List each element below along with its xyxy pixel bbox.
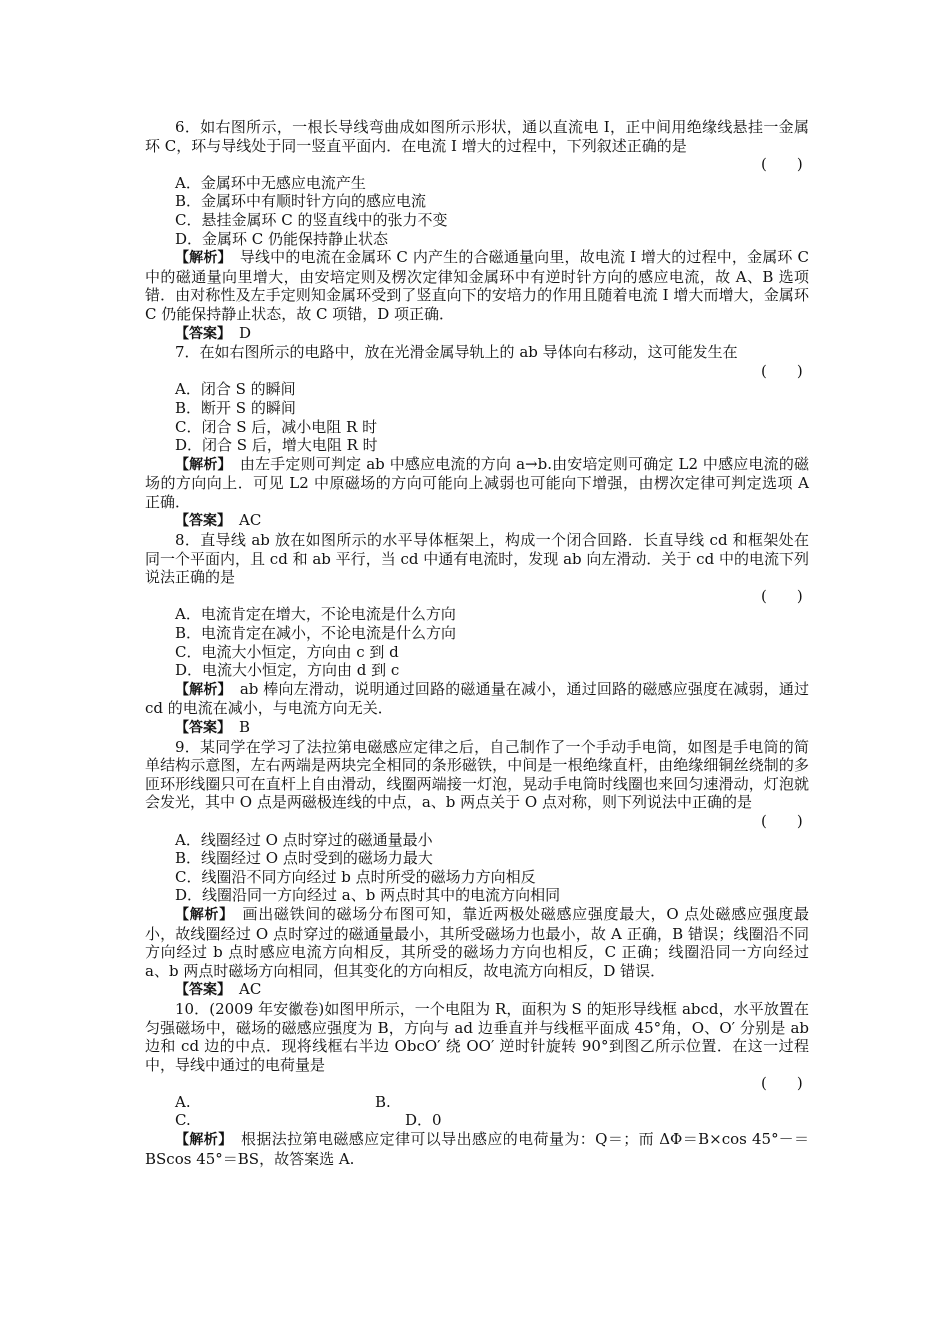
answer: 【答案】 D <box>175 323 252 342</box>
answer-blank: ( ) <box>761 155 803 174</box>
document-page <box>145 118 809 1168</box>
option-b: B．金属环中有顺时针方向的感应电流 <box>175 192 427 211</box>
option-a: A．电流肯定在增大，不论电流是什么方向 <box>175 605 456 624</box>
option-a: A．线圈经过 O 点时穿过的磁通量最小 <box>175 830 433 849</box>
question-6 <box>145 118 809 343</box>
option-c: C．闭合 S 后，减小电阻 R 时 <box>175 417 378 436</box>
question-6-stem: 6．如右图所示，一根长导线弯曲成如图所示形状，通以直流电 I，正中间用绝缘线悬挂一金属环 C，环与导线处于同一竖直平面内．在电流 I 增大的过程中，下列叙述正确的是 <box>145 118 809 155</box>
option-b: B．断开 S 的瞬间 <box>175 398 296 417</box>
question-10-stem: 10．(2009 年安徽卷)如图甲所示，一个电阻为 R，面积为 S 的矩形导线框 abcd，水平放置在匀强磁场中，磁场的磁感应强度为 B，方向与 ad 边垂直并与线框平面成 45°角，O、O′ 分别是 ab 边和 cd 边的中点．现将线框右半边 ObcO′ 绕 OO′ 逆时针旋转 90°到图乙所示位置．在这一过程中，导线中通过的电荷量是 <box>145 999 809 1074</box>
answer-blank: ( ) <box>761 1074 803 1093</box>
question-9 <box>145 738 809 1000</box>
question-8-stem: 8．直导线 ab 放在如图所示的水平导体框架上，构成一个闭合回路．长直导线 cd 和框架处在同一个平面内，且 cd 和 ab 平行，当 cd 中通有电流时，发现 ab 向左滑动．关于 cd 中的电流下列说法正确的是 <box>145 531 809 587</box>
analysis: 【解析】 导线中的电流在金属环 C 内产生的合磁通量向里，故电流 I 增大的过程中，金属环 C 中的磁通量向里增大，由安培定则及楞次定律知金属环中有逆时针方向的感应电流，故 A、B 选项错．由对称性及左手定则知金属环受到了竖直向下的安培力的作用且随着电流 I 增大而增大，金属环 C 仍能保持静止状态，故 C 项错，D 项正确． <box>145 248 809 323</box>
option-a: A. <box>175 1092 191 1111</box>
option-b: B．线圈经过 O 点时受到的磁场力最大 <box>175 849 433 868</box>
option-c: C．电流大小恒定，方向由 c 到 d <box>175 642 399 661</box>
option-d: D．0 <box>405 1111 442 1130</box>
option-c: C. <box>175 1111 191 1130</box>
option-b: B．电流肯定在减小，不论电流是什么方向 <box>175 624 457 643</box>
question-9-stem: 9．某同学在学习了法拉第电磁感应定律之后，自己制作了一个手动手电筒，如图是手电筒的简单结构示意图，左右两端是两块完全相同的条形磁铁，中间是一根绝缘直杆，由绝缘细铜丝绕制的多匝环形线圈只可在直杆上自由滑动，线圈两端接一灯泡，晃动手电筒时线圈也来回匀速滑动，灯泡就会发光，其中 O 点是两磁极连线的中点，a、b 两点关于 O 点对称，则下列说法中正确的是 <box>145 737 809 812</box>
option-d: D．线圈沿同一方向经过 a、b 两点时其中的电流方向相同 <box>175 886 561 905</box>
question-10 <box>145 1000 809 1168</box>
question-7 <box>145 343 809 531</box>
answer: 【答案】 AC <box>175 980 262 999</box>
option-d: D．闭合 S 后，增大电阻 R 时 <box>175 436 378 455</box>
analysis: 【解析】 画出磁铁间的磁场分布图可知，靠近两极处磁感应强度最大，O 点处磁感应强度最小，故线圈经过 O 点时穿过的磁通量最小，其所受磁场力也最小，故 A 正确，B 错误；线圈沿不同方向经过 b 点时感应电流方向相反，其所受的磁场力方向也相反，C 正确；线圈沿同一方向经过 a、b 两点时磁场方向相同，但其变化的方向相反，故电流方向相反，D 错误． <box>145 904 809 980</box>
options-row-2 <box>145 1111 809 1130</box>
option-a: A．闭合 S 的瞬间 <box>175 380 296 399</box>
option-c: C．悬挂金属环 C 的竖直线中的张力不变 <box>175 210 448 229</box>
question-8 <box>145 531 809 738</box>
question-7-stem: 7．在如右图所示的电路中，放在光滑金属导轨上的 ab 导体向右移动，这可能发生在 <box>175 343 738 362</box>
answer-blank: ( ) <box>761 586 803 605</box>
option-b: B. <box>375 1092 391 1111</box>
answer: 【答案】 AC <box>175 511 262 530</box>
analysis: 【解析】 由左手定则可判定 ab 中感应电流的方向 a→b.由安培定则可确定 L2 中感应电流的磁场的方向向上．可见 L2 中原磁场的方向可能向上减弱也可能向下增强，由楞次定律可判定选项 A 正确． <box>145 454 809 511</box>
option-a: A．金属环中无感应电流产生 <box>175 173 366 192</box>
option-d: D．金属环 C 仍能保持静止状态 <box>175 229 389 248</box>
answer-blank: ( ) <box>761 361 803 380</box>
answer: 【答案】 B <box>175 718 251 736</box>
options-row-1 <box>145 1093 809 1112</box>
analysis: 【解析】 根据法拉第电磁感应定律可以导出感应的电荷量为：Q＝；而 ΔΦ＝B×cos 45°－＝BScos 45°＝BS，故答案选 A. <box>145 1130 809 1168</box>
answer-blank: ( ) <box>761 811 803 830</box>
option-d: D．电流大小恒定，方向由 d 到 c <box>175 661 400 680</box>
analysis: 【解析】 ab 棒向左滑动，说明通过回路的磁通量在减小，通过回路的磁感应强度在减弱，通过 cd 的电流在减小，与电流方向无关． <box>145 679 809 718</box>
option-c: C．线圈沿不同方向经过 b 点时所受的磁场力方向相反 <box>175 867 536 886</box>
